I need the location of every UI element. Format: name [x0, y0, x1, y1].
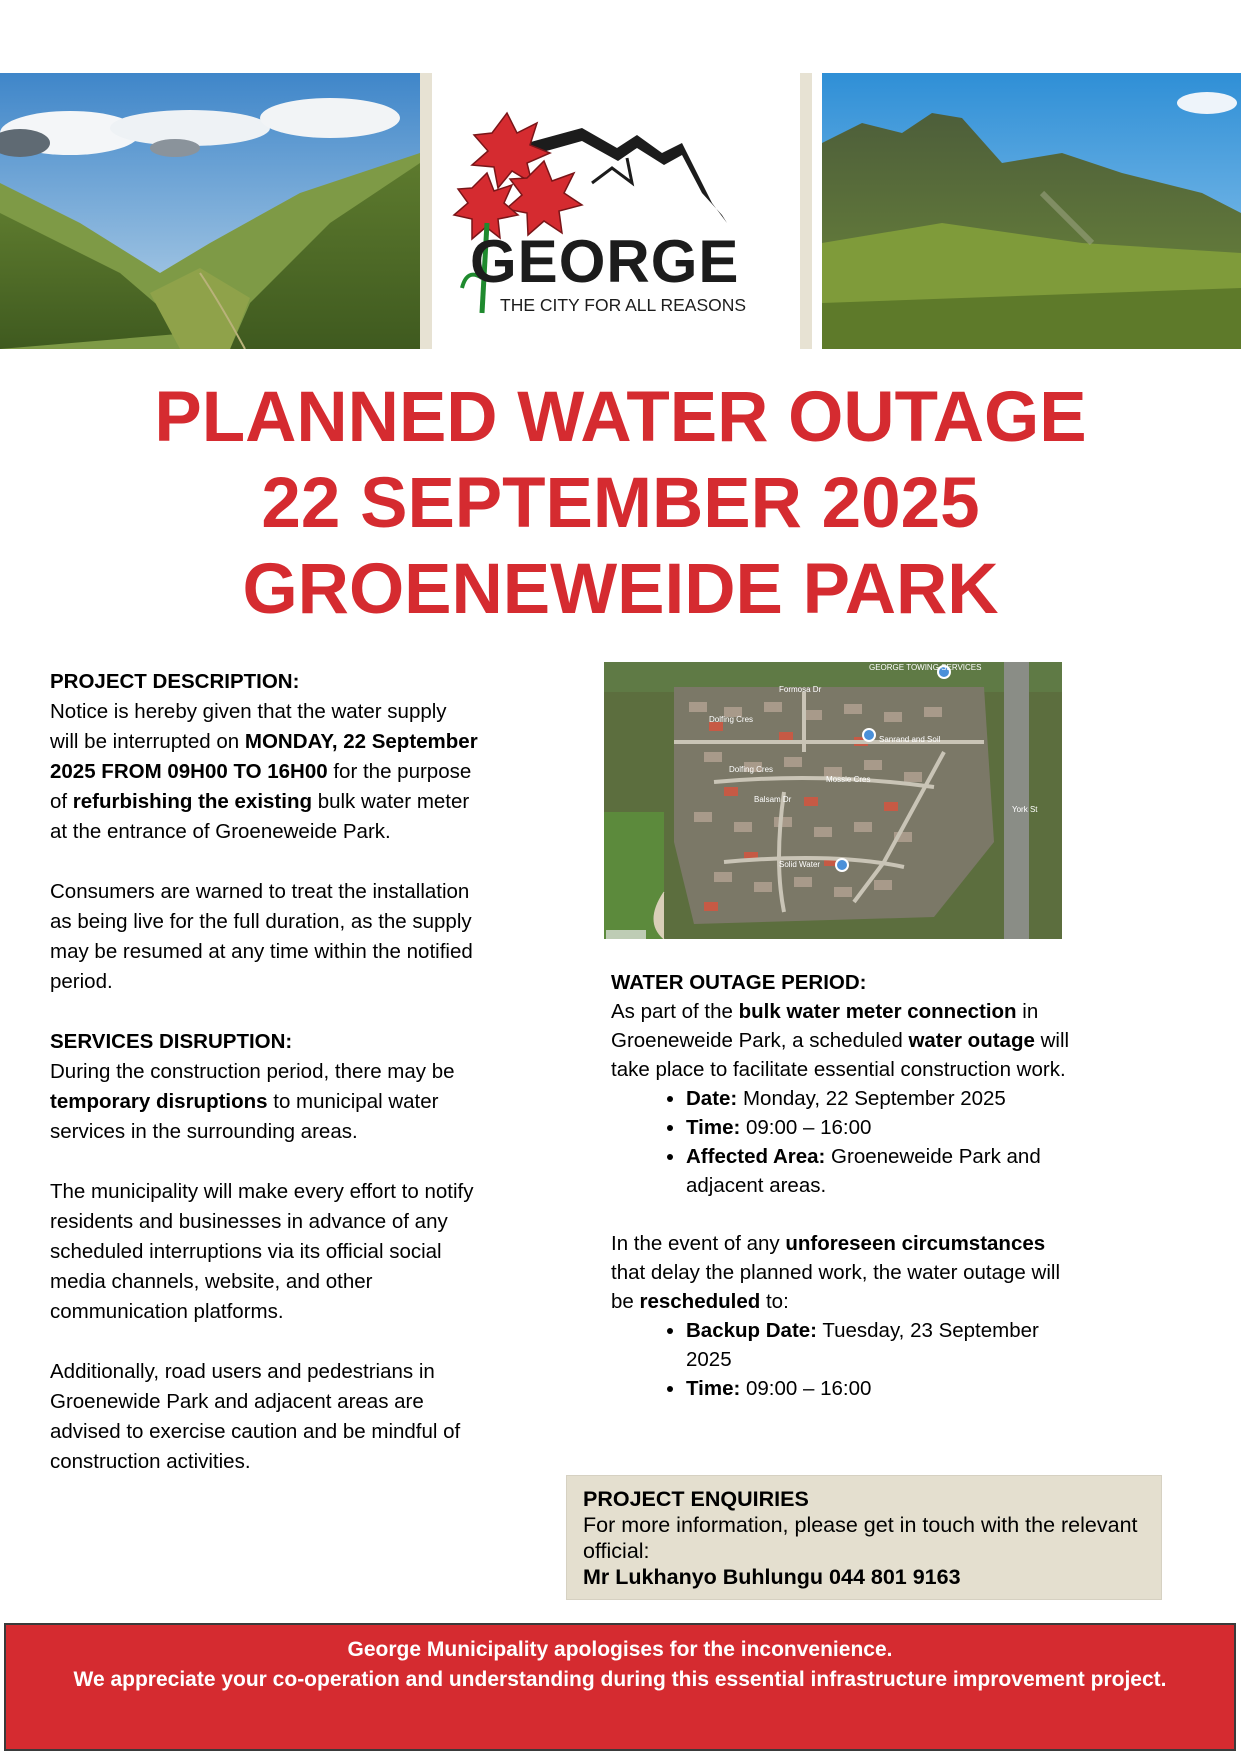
text-run: in Groeneweide Park, a scheduled	[611, 1000, 1039, 1052]
text-run: for the purpose of	[50, 760, 472, 813]
title-line-1: PLANNED WATER OUTAGE	[154, 378, 1087, 457]
page-title	[0, 375, 1241, 633]
text-run: During the construction period, there may be	[50, 1060, 455, 1083]
map-label: GEORGE TOWING SERVICES	[869, 663, 982, 672]
footer-line-2: We appreciate your co-operation and understanding during this essential infrastructure improvement project.	[73, 1668, 1167, 1691]
map-label: Balsam Dr	[754, 795, 792, 804]
logo-wordmark: GEORGE	[470, 228, 740, 295]
text-run: As part of the	[611, 1000, 739, 1023]
mountain-landscape-photo	[822, 73, 1241, 349]
date-value: Monday, 22 September 2025	[737, 1087, 1006, 1110]
right-column	[611, 968, 1081, 1403]
caution-paragraph: Additionally, road users and pedestrians in Groenewide Park and adjacent areas are advised to exercise caution and be mindful of construction activities.	[50, 1360, 461, 1473]
footer-line-1: George Municipality apologises for the inconvenience.	[347, 1638, 893, 1661]
outage-emphasis: water outage	[908, 1029, 1035, 1052]
text-run: that delay the planned work, the water outage will be	[611, 1261, 1060, 1313]
text-run: to:	[760, 1290, 789, 1313]
outage-details-list	[611, 1084, 1081, 1200]
text-run: Notice is hereby given that the water supply will be interrupted on	[50, 700, 447, 753]
list-item	[686, 1374, 1081, 1403]
map-label: Dolfing Cres	[709, 715, 754, 724]
disruption-emphasis: temporary disruptions	[50, 1090, 268, 1113]
list-item	[686, 1084, 1081, 1113]
map-label: York St	[1012, 805, 1038, 814]
circumstances-emphasis: unforeseen circumstances	[785, 1232, 1046, 1255]
text-run: In the event of any	[611, 1232, 786, 1255]
list-item	[686, 1316, 1081, 1374]
reschedule-paragraph	[611, 1229, 1081, 1316]
rescheduled-emphasis: rescheduled	[639, 1290, 761, 1313]
backup-date-label: Backup Date:	[686, 1319, 818, 1342]
list-item	[686, 1142, 1081, 1200]
area-value: Groeneweide Park and adjacent areas.	[686, 1145, 1041, 1197]
header-banner	[0, 73, 1241, 349]
map-label: Solid Water	[779, 860, 821, 869]
outage-period-paragraph	[611, 997, 1081, 1084]
title-line-3: GROENEWEIDE PARK	[242, 550, 999, 629]
backup-time-value: 09:00 – 16:00	[740, 1377, 872, 1400]
project-description-paragraph	[50, 697, 480, 847]
outage-period-heading: WATER OUTAGE PERIOD:	[611, 971, 867, 994]
outage-datetime: MONDAY, 22 September 2025 FROM 09H00 TO 16H00	[50, 730, 478, 783]
backup-date-value: Tuesday, 23 September 2025	[686, 1319, 1039, 1371]
enquiries-heading: PROJECT ENQUIRIES	[583, 1487, 809, 1511]
text-run: bulk water meter at the entrance of Groeneweide Park.	[50, 790, 470, 843]
logo-tagline: THE CITY FOR ALL REASONS	[500, 295, 747, 315]
date-label: Date:	[686, 1087, 738, 1110]
backup-time-label: Time:	[686, 1377, 741, 1400]
text-run: will take place to facilitate essential construction work.	[611, 1029, 1070, 1081]
map-label: Mossie Cres	[826, 775, 871, 784]
list-item	[686, 1113, 1081, 1142]
consumer-warning-paragraph: Consumers are warned to treat the installation as being live for the full duration, as the supply may be resumed at any time within the notified period.	[50, 880, 473, 993]
map-label: Formosa Dr	[779, 685, 822, 694]
project-description-heading: PROJECT DESCRIPTION:	[50, 670, 300, 693]
map-label: Sanrand and Soil	[879, 735, 941, 744]
time-value: 09:00 – 16:00	[740, 1116, 872, 1139]
aerial-map-image	[604, 662, 1062, 939]
title-line-2: 22 SEPTEMBER 2025	[261, 464, 980, 543]
george-logo	[420, 73, 812, 349]
area-label: Affected Area:	[686, 1145, 826, 1168]
project-enquiries-box	[566, 1475, 1162, 1600]
time-label: Time:	[686, 1116, 741, 1139]
notification-paragraph: The municipality will make every effort to notify residents and businesses in advance of any scheduled interruptions via its official social media channels, website, and other communication platforms.	[50, 1180, 474, 1323]
text-run: to municipal water services in the surrounding areas.	[50, 1090, 439, 1143]
valley-landscape-photo	[0, 73, 420, 349]
services-disruption-paragraph	[50, 1057, 480, 1147]
purpose-emphasis: refurbishing the existing	[72, 790, 312, 813]
apology-footer	[4, 1623, 1236, 1751]
left-column	[50, 667, 480, 1477]
enquiries-contact: Mr Lukhanyo Buhlungu 044 801 9163	[583, 1565, 961, 1589]
connection-emphasis: bulk water meter connection	[738, 1000, 1017, 1023]
services-disruption-heading: SERVICES DISRUPTION:	[50, 1030, 293, 1053]
enquiries-text: For more information, please get in touch with the relevant official:	[583, 1513, 1138, 1563]
map-label: Dolfing Cres	[729, 765, 774, 774]
backup-details-list	[611, 1316, 1081, 1403]
